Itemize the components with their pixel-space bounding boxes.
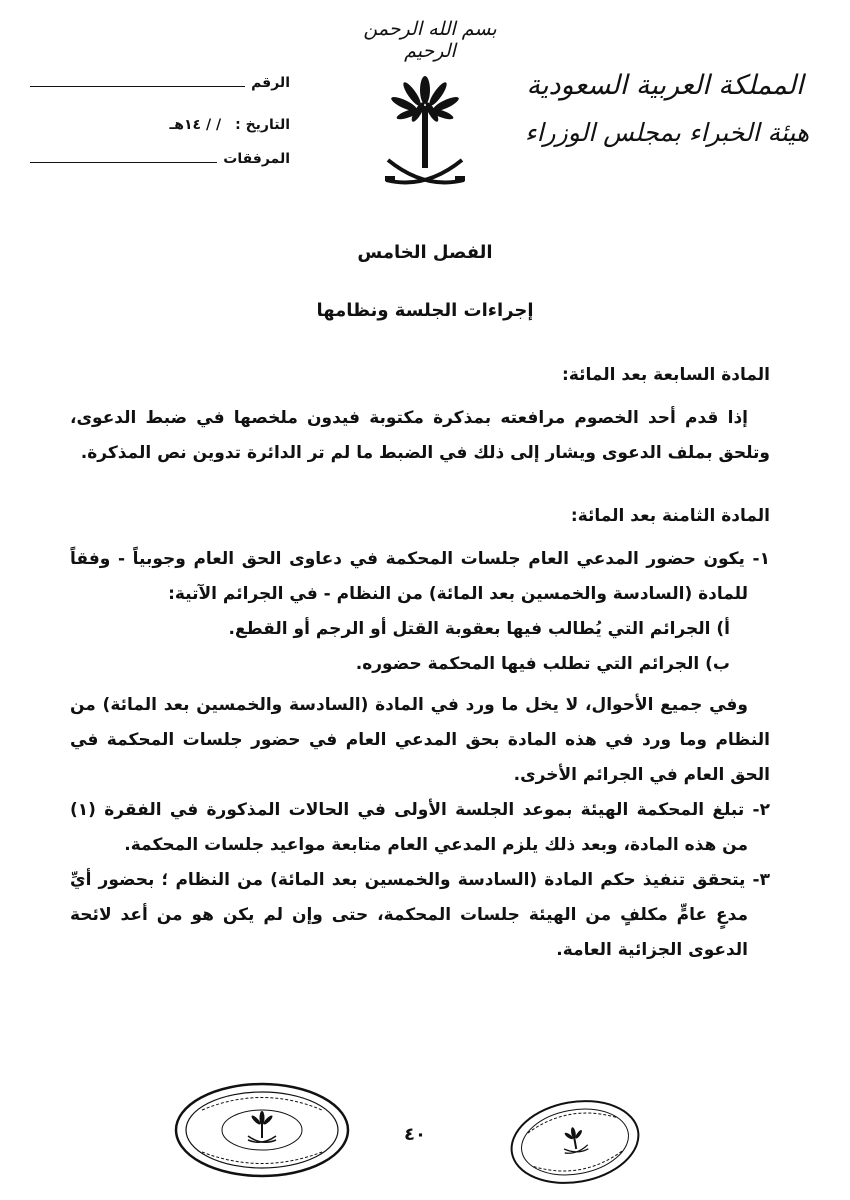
- article-108-item-2: ٢- تبلغ المحكمة الهيئة بموعد الجلسة الأولى في الحالات المذكورة في الفقرة (١) من هذه المادة، وبعد ذلك يلزم المدعي العام متابعة مواعيد جلسات المحكمة.: [70, 800, 770, 855]
- document-body: [70, 358, 770, 968]
- attachments-field: [30, 152, 290, 166]
- date-label: التاريخ :: [235, 117, 290, 133]
- attachments-label: المرفقات: [223, 151, 290, 167]
- date-field: [30, 118, 290, 132]
- chapter-subtitle: إجراءات الجلسة ونظامها: [316, 300, 534, 321]
- reference-line: [30, 85, 245, 87]
- article-108-item-1: ١- يكون حضور المدعي العام جلسات المحكمة في دعاوى الحق العام وجوبياً - وفقاً للمادة (السادسة والخمسين بعد المائة) من النظام - في الجرائم الآتية:: [70, 549, 770, 604]
- reference-label: الرقم: [251, 75, 290, 91]
- article-108-title: المادة الثامنة بعد المائة:: [570, 506, 770, 526]
- article-108-item-1b: ب) الجرائم التي تطلب فيها المحكمة حضوره.: [355, 654, 730, 674]
- reference-number-field: [30, 76, 290, 90]
- article-108-note: وفي جميع الأحوال، لا يخل ما ورد في المادة (السادسة والخمسين بعد المائة) من النظام وما ورد في هذه المادة بحق المدعي العام في حضور جلسات المحكمة في الحق العام في الجرائم الأخرى.: [70, 695, 770, 785]
- kingdom-name: المملكة العربية السعودية: [526, 70, 804, 101]
- article-107-title: المادة السابعة بعد المائة:: [562, 365, 770, 385]
- chapter-title: الفصل الخامس: [357, 242, 493, 263]
- basmala: بسم الله الرحمن الرحيم: [363, 18, 497, 62]
- experts-commission-name: هيئة الخبراء بمجلس الوزراء: [524, 118, 810, 147]
- attachments-line: [30, 161, 217, 163]
- date-value: / / ١٤هـ: [169, 117, 222, 133]
- official-seal-experts-icon: [172, 1080, 352, 1180]
- article-108-item-3: ٣- يتحقق تنفيذ حكم المادة (السادسة والخمسين بعد المائة) من النظام ؛ بحضور أيِّ مدعٍ عامٍّ مكلفٍ من الهيئة جلسات المحكمة، حتى وإن لم يكن هو من أعد لائحة الدعوى الجزائية العامة.: [70, 870, 770, 960]
- article-107-text: إذا قدم أحد الخصوم مرافعته بمذكرة مكتوبة فيدون ملخصها في ضبط الدعوى، وتلحق بملف الدعوى ويشار إلى ذلك في الضبط ما لم تر الدائرة تدوين نص المذكرة.: [70, 408, 770, 463]
- saudi-emblem-icon: [380, 68, 470, 198]
- official-seal-secretariat-icon: [505, 1095, 645, 1190]
- article-108-item-1a: أ) الجرائم التي يُطالب فيها بعقوبة القتل أو الرجم أو القطع.: [228, 619, 730, 639]
- page-number: ٤٠: [404, 1124, 426, 1145]
